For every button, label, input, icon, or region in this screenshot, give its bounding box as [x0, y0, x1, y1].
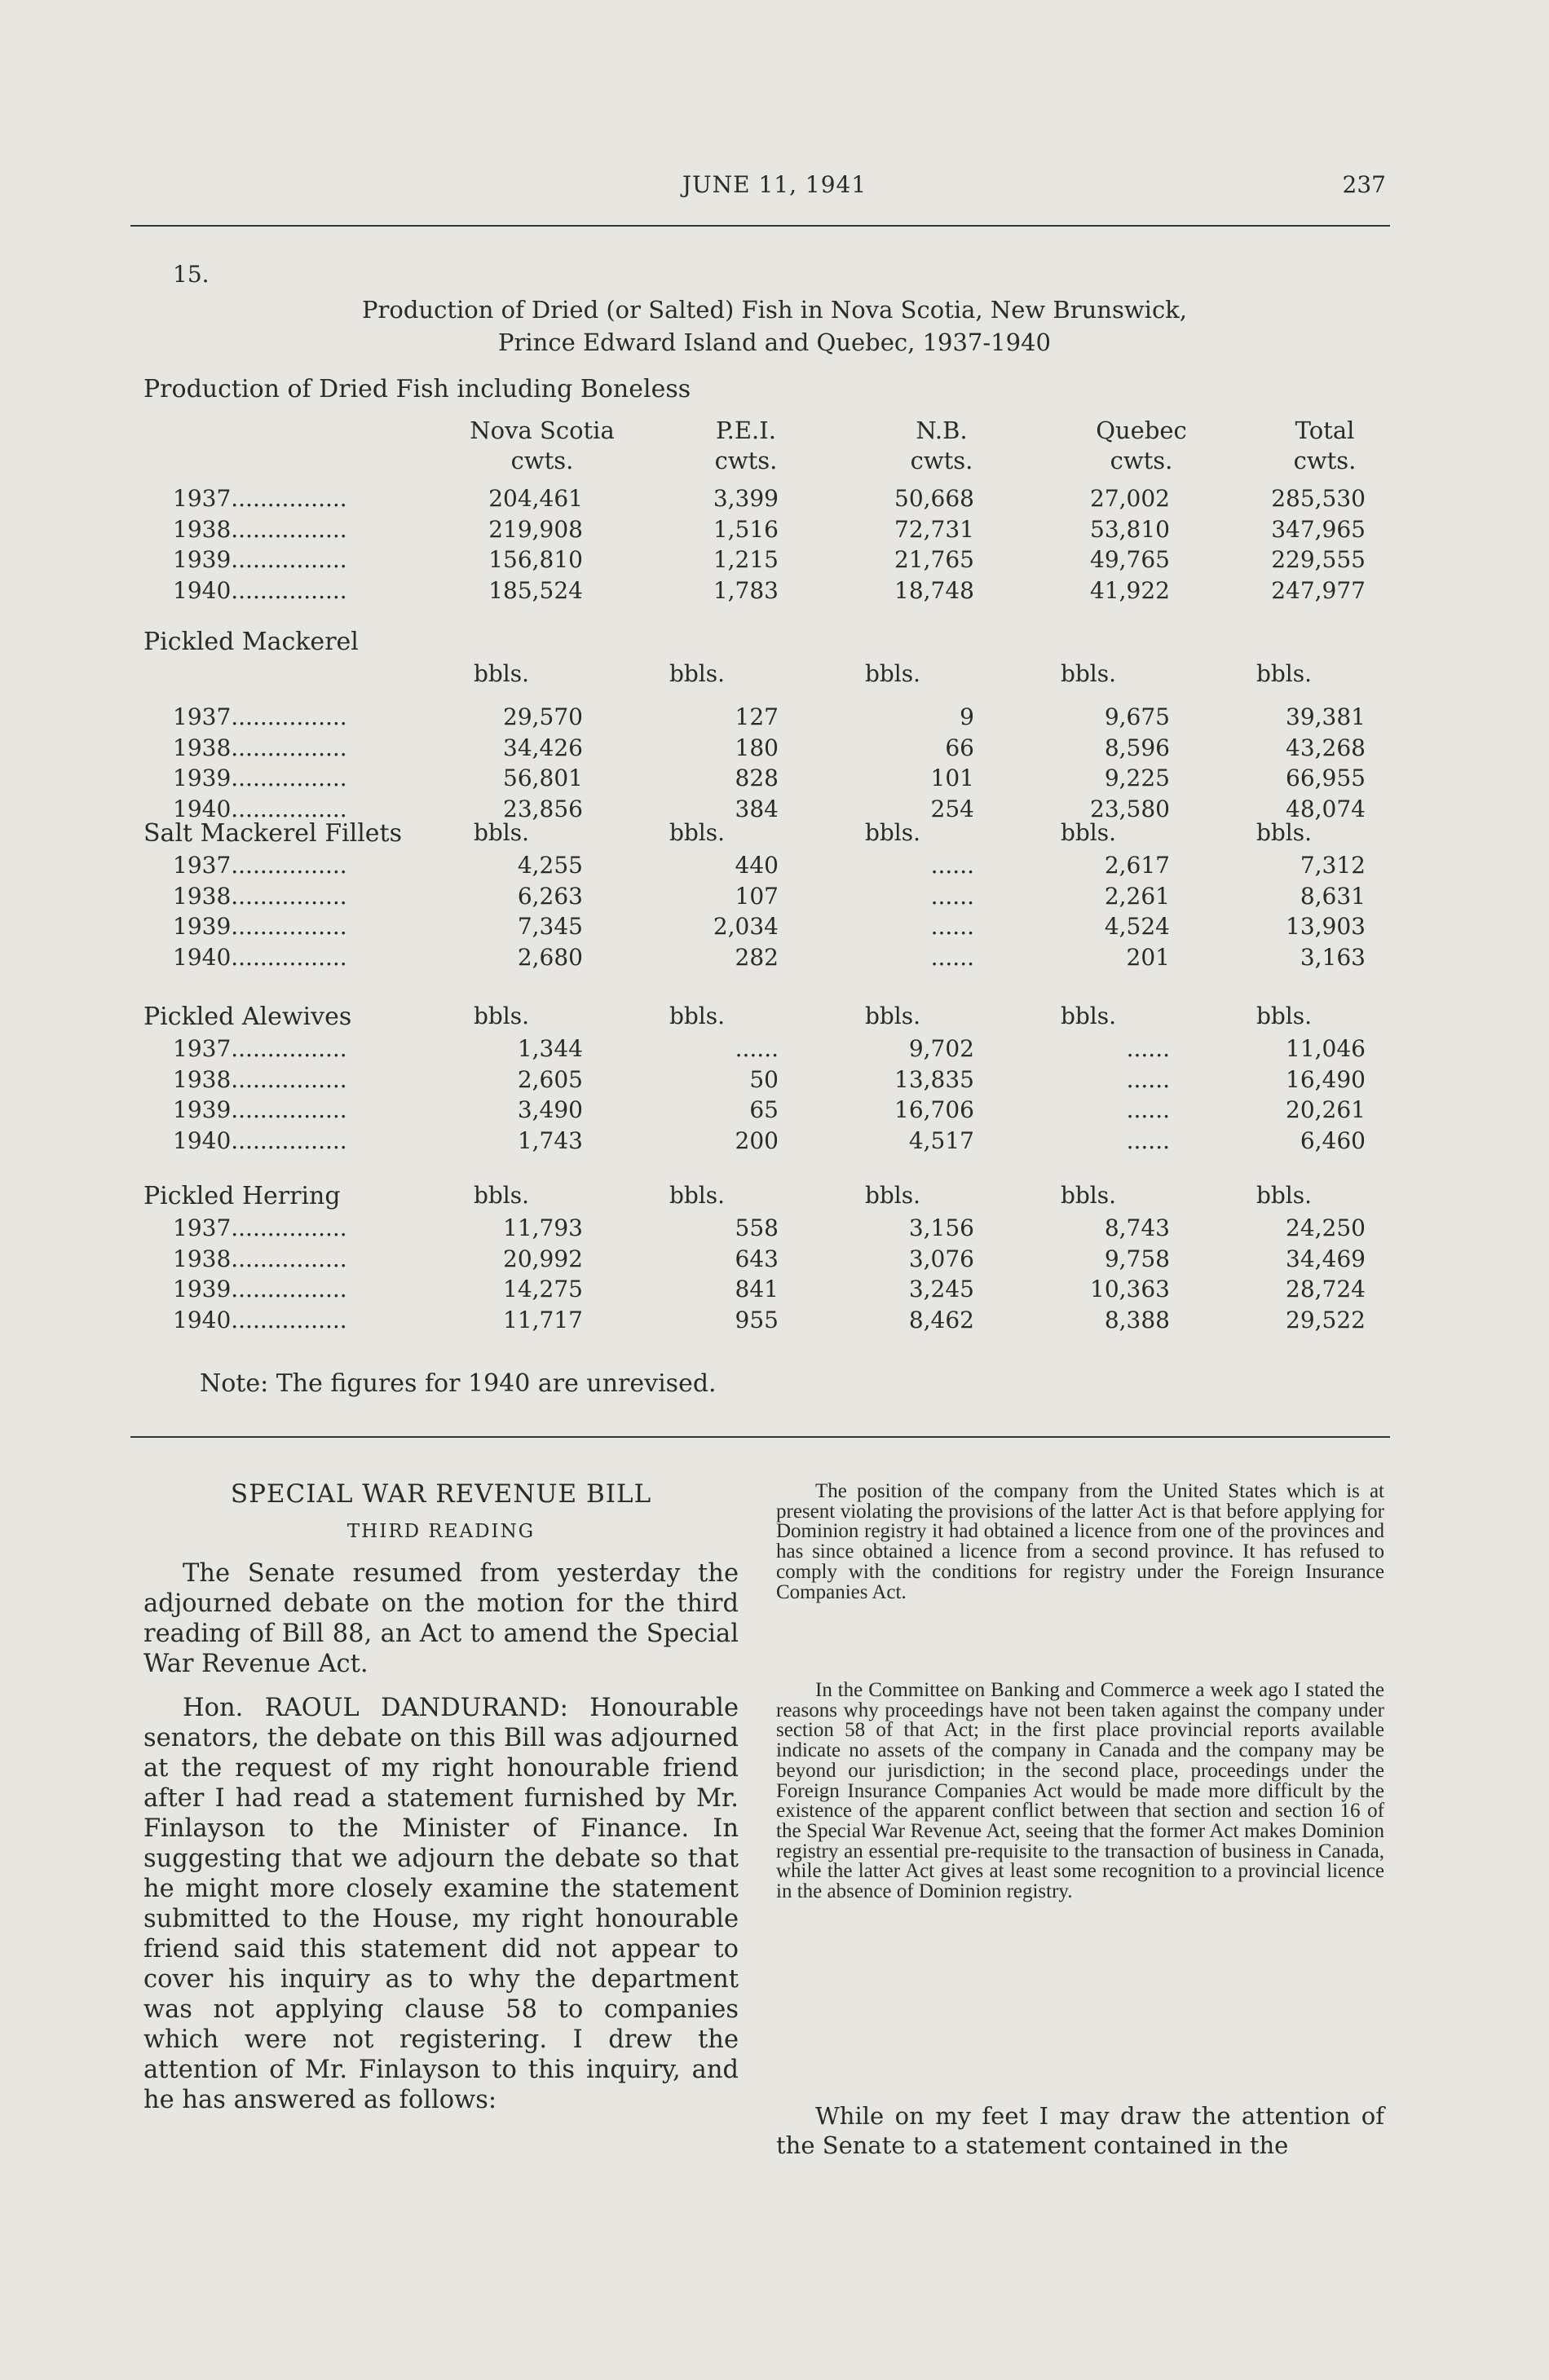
row-year: 1940................ [173, 943, 347, 971]
table-cell: 39,381 [1286, 703, 1366, 730]
unit-label: bbls. [473, 1003, 530, 1029]
table-cell: 9,702 [908, 1035, 974, 1062]
item-number: 15. [173, 261, 210, 288]
unit-label: bbls. [1256, 1182, 1313, 1209]
table-title-line1: Production of Dried (or Salted) Fish in Nova Scotia, New Brunswick, [362, 296, 1187, 324]
table-cell: 20,261 [1286, 1096, 1366, 1123]
table-cell: 247,977 [1271, 576, 1366, 604]
table-cell: ...... [1126, 1126, 1170, 1154]
row-year: 1939................ [173, 765, 347, 791]
row-year: 1940................ [173, 1126, 347, 1154]
table-cell: 204,461 [488, 485, 583, 512]
table-cell: 29,570 [503, 703, 583, 730]
unit-label: bbls. [1060, 1182, 1117, 1209]
table-cell: 558 [735, 1214, 779, 1241]
unit-label: bbls. [669, 1003, 726, 1029]
table-cell: ...... [930, 913, 974, 940]
table-cell: 24,250 [1286, 1214, 1366, 1241]
table-cell: 285,530 [1271, 485, 1366, 512]
unit-label: bbls. [864, 819, 921, 846]
table-cell: 29,522 [1286, 1306, 1366, 1333]
table-cell: 384 [735, 795, 779, 822]
table-cell: 9 [960, 703, 974, 730]
unit-label: bbls. [473, 819, 530, 846]
row-year: 1939................ [173, 1276, 347, 1302]
table-cell: 8,631 [1300, 882, 1366, 910]
section-label: Pickled Herring [143, 1182, 341, 1210]
table-cell: 4,255 [517, 852, 583, 879]
unit-label: bbls. [669, 1182, 726, 1209]
right-paragraph-2: In the Committee on Banking and Commerce a week ago I stated the reasons why proceedings have not been taken against the company under section 58 of that Act; in the first place provincial reports available indicate no assets of the company in Canada and the company may be beyond our jurisdiction; in the second place, proceedings under the Foreign Insurance Companies Act would be made more difficult by the existence of the apparent conflict between that section and section 16 of the Special War Revenue Act, seeing that the former Act makes Dominion registry an essential pre-requisite to the transaction of business in Canada, while the latter Act gives at least some recognition to a provincial licence in the absence of Dominion registry. [776, 1679, 1384, 1903]
table-cell: ...... [735, 1035, 779, 1062]
table-cell: 254 [930, 795, 974, 822]
section-label: Salt Mackerel Fillets [143, 819, 402, 848]
table-cell: 14,275 [503, 1276, 583, 1302]
table-cell: 48,074 [1286, 795, 1366, 822]
table-cell: 2,680 [517, 943, 583, 971]
table-cell: 1,516 [713, 515, 779, 543]
table-cell: 4,524 [1104, 913, 1170, 940]
table-cell: 828 [735, 765, 779, 791]
row-year: 1937................ [173, 1035, 347, 1062]
unit-label: bbls. [864, 660, 921, 687]
table-cell: 50 [749, 1065, 779, 1093]
row-year: 1940................ [173, 795, 347, 822]
table-cell: 49,765 [1090, 546, 1170, 573]
table-cell: ...... [930, 882, 974, 910]
row-year: 1938................ [173, 515, 347, 543]
table-cell: 219,908 [488, 515, 583, 543]
row-year: 1937................ [173, 852, 347, 879]
table-cell: 53,810 [1090, 515, 1170, 543]
table-cell: 43,268 [1286, 734, 1366, 761]
table-cell: ...... [1126, 1035, 1170, 1062]
table-cell: 8,388 [1104, 1306, 1170, 1333]
unit-label: bbls. [1256, 819, 1313, 846]
table-cell: 65 [749, 1096, 779, 1123]
table-cell: 28,724 [1286, 1276, 1366, 1302]
table-cell: 1,215 [713, 546, 779, 573]
table-cell: 643 [735, 1245, 779, 1272]
row-year: 1940................ [173, 1306, 347, 1333]
row-year: 1938................ [173, 882, 347, 910]
table-cell: 16,490 [1286, 1065, 1366, 1093]
table-note: Note: The figures for 1940 are unrevised. [200, 1369, 717, 1398]
column-header-quebec: Quebec cwts. [1096, 416, 1187, 474]
unit-label: bbls. [1060, 660, 1117, 687]
row-year: 1937................ [173, 485, 347, 512]
table-cell: 156,810 [488, 546, 583, 573]
section-label: Production of Dried Fish including Boneless [143, 375, 691, 403]
table-cell: 282 [735, 943, 779, 971]
table-cell: 101 [930, 765, 974, 791]
row-year: 1937................ [173, 1214, 347, 1241]
table-cell: 2,034 [713, 913, 779, 940]
page-date: JUNE 11, 1941 [682, 171, 867, 198]
table-cell: 13,903 [1286, 913, 1366, 940]
table-cell: 229,555 [1271, 546, 1366, 573]
table-cell: 2,605 [517, 1065, 583, 1093]
right-paragraph-3: While on my feet I may draw the attention of the Senate to a statement contained in the [776, 2102, 1384, 2159]
table-cell: 66,955 [1286, 765, 1366, 791]
row-year: 1938................ [173, 1065, 347, 1093]
table-cell: 200 [735, 1126, 779, 1154]
table-cell: 841 [735, 1276, 779, 1302]
column-header-pei: P.E.I. cwts. [714, 416, 778, 474]
table-cell: 56,801 [503, 765, 583, 791]
column-header-nova-scotia: Nova Scotia cwts. [470, 416, 615, 474]
unit-label: bbls. [473, 660, 530, 687]
unit-label: bbls. [473, 1182, 530, 1209]
table-cell: ...... [930, 852, 974, 879]
header-rule [130, 225, 1390, 227]
table-title-line2: Prince Edward Island and Quebec, 1937-1940 [498, 328, 1051, 356]
table-cell: 185,524 [488, 576, 583, 604]
table-cell: 50,668 [894, 485, 974, 512]
column-header-nb: N.B. cwts. [910, 416, 973, 474]
table-cell: 440 [735, 852, 779, 879]
unit-label: bbls. [1060, 1003, 1117, 1029]
table-cell: 72,731 [894, 515, 974, 543]
table-cell: 34,426 [503, 734, 583, 761]
table-cell: 9,675 [1104, 703, 1170, 730]
table-cell: 23,856 [503, 795, 583, 822]
table-cell: 6,460 [1300, 1126, 1366, 1154]
table-cell: 3,076 [908, 1245, 974, 1272]
row-year: 1939................ [173, 1096, 347, 1123]
unit-label: bbls. [1060, 819, 1117, 846]
table-cell: ...... [1126, 1096, 1170, 1123]
left-paragraph-1: The Senate resumed from yesterday the adjourned debate on the motion for the third reading of Bill 88, an Act to amend the Special War Revenue Act. [143, 1559, 739, 1678]
table-cell: 107 [735, 882, 779, 910]
table-cell: 2,617 [1104, 852, 1170, 879]
table-cell: 180 [735, 734, 779, 761]
table-cell: 1,783 [713, 576, 779, 604]
table-cell: 23,580 [1090, 795, 1170, 822]
row-year: 1939................ [173, 913, 347, 940]
table-cell: 10,363 [1090, 1276, 1170, 1302]
section-label: Pickled Alewives [143, 1003, 352, 1031]
table-cell: 9,758 [1104, 1245, 1170, 1272]
unit-label: bbls. [1256, 660, 1313, 687]
table-cell: 347,965 [1271, 515, 1366, 543]
page-number: 237 [1342, 171, 1386, 198]
section-label: Pickled Mackerel [143, 628, 359, 656]
table-cell: 11,793 [503, 1214, 583, 1241]
table-cell: 3,156 [908, 1214, 974, 1241]
table-cell: 8,596 [1104, 734, 1170, 761]
table-cell: ...... [1126, 1065, 1170, 1093]
table-cell: 27,002 [1090, 485, 1170, 512]
unit-label: bbls. [1256, 1003, 1313, 1029]
table-cell: 1,344 [517, 1035, 583, 1062]
section-rule [130, 1436, 1390, 1438]
unit-label: bbls. [669, 660, 726, 687]
bill-subheading: THIRD READING [346, 1521, 536, 1542]
table-cell: 20,992 [503, 1245, 583, 1272]
table-cell: 66 [945, 734, 974, 761]
row-year: 1940................ [173, 576, 347, 604]
table-cell: 8,462 [908, 1306, 974, 1333]
table-cell: 1,743 [517, 1126, 583, 1154]
table-cell: 13,835 [894, 1065, 974, 1093]
column-header-total: Total cwts. [1293, 416, 1357, 474]
table-cell: 3,399 [713, 485, 779, 512]
table-cell: 41,922 [1090, 576, 1170, 604]
unit-label: bbls. [669, 819, 726, 846]
right-paragraph-1: The position of the company from the United States which is at present violating the provisions of the latter Act is that before applying for Dominion registry it had obtained a licence from one of the provinces and has since obtained a licence from a second province. It has refused to comply with the conditions for registry under the Foreign Insurance Companies Act. [776, 1480, 1384, 1603]
table-cell: 201 [1126, 943, 1170, 971]
row-year: 1938................ [173, 734, 347, 761]
row-year: 1938................ [173, 1245, 347, 1272]
left-paragraph-2: Hon. RAOUL DANDURAND: Honourable senators, the debate on this Bill was adjourned at the request of my right honourable friend after I had read a statement furnished by Mr. Finlayson to the Minister of Finance. In suggesting that we adjourn the debate so that he might more closely examine the statement submitted to the House, my right honourable friend said this statement did not appear to cover his inquiry as to why the department was not applying clause 58 to companies which were not registering. I drew the attention of Mr. Finlayson to this inquiry, and he has answered as follows: [143, 1694, 739, 2114]
table-cell: 34,469 [1286, 1245, 1366, 1272]
bill-heading: SPECIAL WAR REVENUE BILL [230, 1479, 652, 1509]
table-cell: 11,046 [1286, 1035, 1366, 1062]
table-cell: 21,765 [894, 546, 974, 573]
table-cell: 9,225 [1104, 765, 1170, 791]
table-cell: 6,263 [517, 882, 583, 910]
unit-label: bbls. [864, 1182, 921, 1209]
table-cell: 16,706 [894, 1096, 974, 1123]
table-cell: 18,748 [894, 576, 974, 604]
row-year: 1937................ [173, 703, 347, 730]
table-cell: 2,261 [1104, 882, 1170, 910]
row-year: 1939................ [173, 546, 347, 573]
table-cell: 7,312 [1300, 852, 1366, 879]
table-cell: 4,517 [908, 1126, 974, 1154]
table-cell: ...... [930, 943, 974, 971]
table-cell: 3,163 [1300, 943, 1366, 971]
table-cell: 955 [735, 1306, 779, 1333]
table-cell: 8,743 [1104, 1214, 1170, 1241]
table-cell: 3,490 [517, 1096, 583, 1123]
table-cell: 11,717 [503, 1306, 583, 1333]
table-cell: 127 [735, 703, 779, 730]
table-cell: 3,245 [908, 1276, 974, 1302]
table-cell: 7,345 [517, 913, 583, 940]
unit-label: bbls. [864, 1003, 921, 1029]
table-title [0, 293, 1549, 359]
